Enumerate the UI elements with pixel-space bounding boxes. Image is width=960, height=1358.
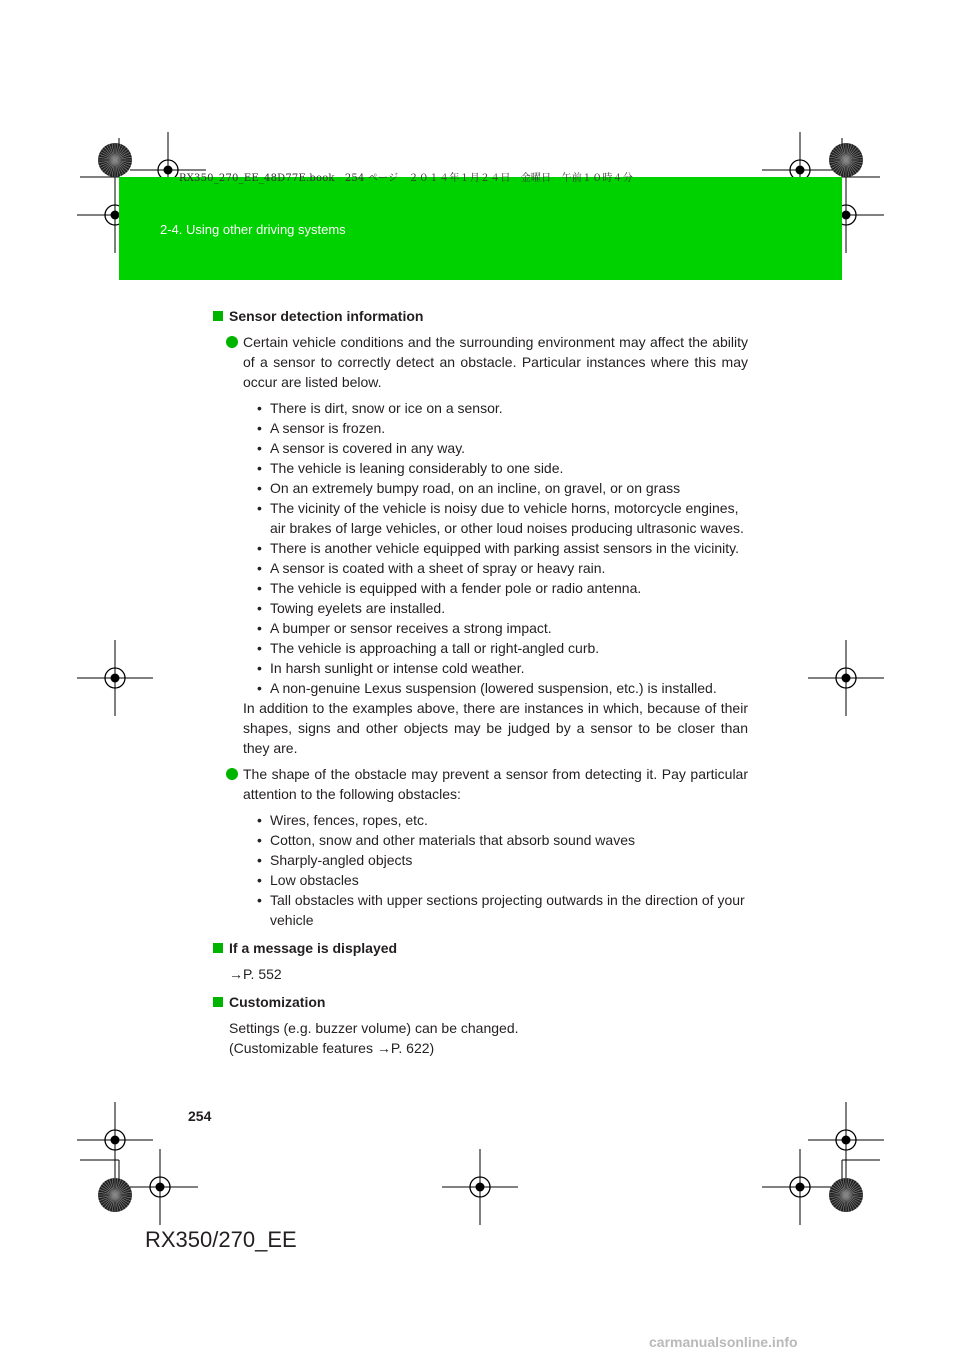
list-item: • Sharply-angled objects — [257, 850, 748, 870]
crosshair-icon — [808, 1102, 884, 1178]
list-item: • In harsh sunlight or intense cold weather. — [257, 658, 748, 678]
list-item: • A sensor is coated with a sheet of spray or heavy rain. — [257, 558, 748, 578]
customization-reference[interactable]: (Customizable features →P. 622) — [229, 1040, 435, 1056]
section-title: 2-4. Using other driving systems — [160, 222, 346, 237]
heading-message-displayed — [213, 938, 748, 958]
condition-list — [213, 398, 748, 698]
square-bullet-icon — [213, 943, 223, 953]
circle-bullet-icon — [226, 336, 238, 348]
circle-bullet-paragraph — [213, 764, 748, 804]
list-item: • A sensor is covered in any way. — [257, 438, 748, 458]
paragraph-text: Certain vehicle conditions and the surrounding environment may affect the ability of a sensor to correctly detect an obstacle. Particular instances where this may occur are listed below. — [243, 334, 748, 390]
starburst-icon — [829, 1178, 863, 1212]
list-item: • A non-genuine Lexus suspension (lowered suspension, etc.) is installed. — [257, 678, 748, 698]
paragraph-text: The shape of the obstacle may prevent a sensor from detecting it. Pay particular attention to the following obstacles: — [243, 766, 748, 802]
model-code: RX350/270_EE — [145, 1227, 297, 1252]
list-item: • The vehicle is leaning considerably to one side. — [257, 458, 748, 478]
circle-bullet-icon — [226, 768, 238, 780]
circle-bullet-paragraph — [213, 332, 748, 392]
heading-text: If a message is displayed — [229, 940, 398, 956]
list-item: • Tall obstacles with upper sections projecting outwards in the direction of your vehicle — [257, 890, 748, 930]
list-item: • On an extremely bumpy road, on an incline, on gravel, or on grass — [257, 478, 748, 498]
list-item: • Low obstacles — [257, 870, 748, 890]
square-bullet-icon — [213, 997, 223, 1007]
list-item: • The vehicle is approaching a tall or right-angled curb. — [257, 638, 748, 658]
list-item: • There is another vehicle equipped with parking assist sensors in the vicinity. — [257, 538, 748, 558]
starburst-icon — [98, 143, 132, 177]
crosshair-icon — [762, 1149, 838, 1225]
obstacle-list — [213, 810, 748, 930]
crosshair-icon — [808, 640, 884, 716]
crosshair-icon — [77, 1102, 153, 1178]
starburst-icon — [98, 1178, 132, 1212]
customization-text: Settings (e.g. buzzer volume) can be changed. — [229, 1020, 519, 1036]
heading-customization — [213, 992, 748, 1012]
page-number: 254 — [188, 1108, 212, 1124]
heading-sensor-detection — [213, 306, 748, 326]
list-item: • Cotton, snow and other materials that absorb sound waves — [257, 830, 748, 850]
list-item: • Wires, fences, ropes, etc. — [257, 810, 748, 830]
heading-text: Sensor detection information — [229, 308, 424, 324]
list-item: • Towing eyelets are installed. — [257, 598, 748, 618]
crosshair-icon — [77, 640, 153, 716]
list-item: • The vehicle is equipped with a fender pole or radio antenna. — [257, 578, 748, 598]
list-item: • There is dirt, snow or ice on a sensor. — [257, 398, 748, 418]
list-item: • A sensor is frozen. — [257, 418, 748, 438]
page-content — [213, 306, 748, 1058]
page-reference-link[interactable]: →P. 552 — [229, 966, 282, 982]
heading-text: Customization — [229, 994, 326, 1010]
starburst-icon — [829, 143, 863, 177]
list-item: • The vicinity of the vehicle is noisy due to vehicle horns, motorcycle engines, air brakes of large vehicles, or other loud noises producing ultrasonic waves. — [257, 498, 748, 538]
square-bullet-icon — [213, 311, 223, 321]
additional-note: In addition to the examples above, there are instances in which, because of their shapes, signs and other objects may be judged by a sensor to be closer than they are. — [243, 700, 748, 756]
watermark: carmanualsonline.info — [649, 1334, 798, 1350]
crosshair-icon — [442, 1149, 518, 1225]
list-item: • A bumper or sensor receives a strong impact. — [257, 618, 748, 638]
print-info-line: RX350_270_EE_48D77E.book 254 ページ ２０１４年１月２４日 金曜日 午前１０時４分 — [179, 173, 633, 184]
crosshair-icon — [122, 1149, 198, 1225]
